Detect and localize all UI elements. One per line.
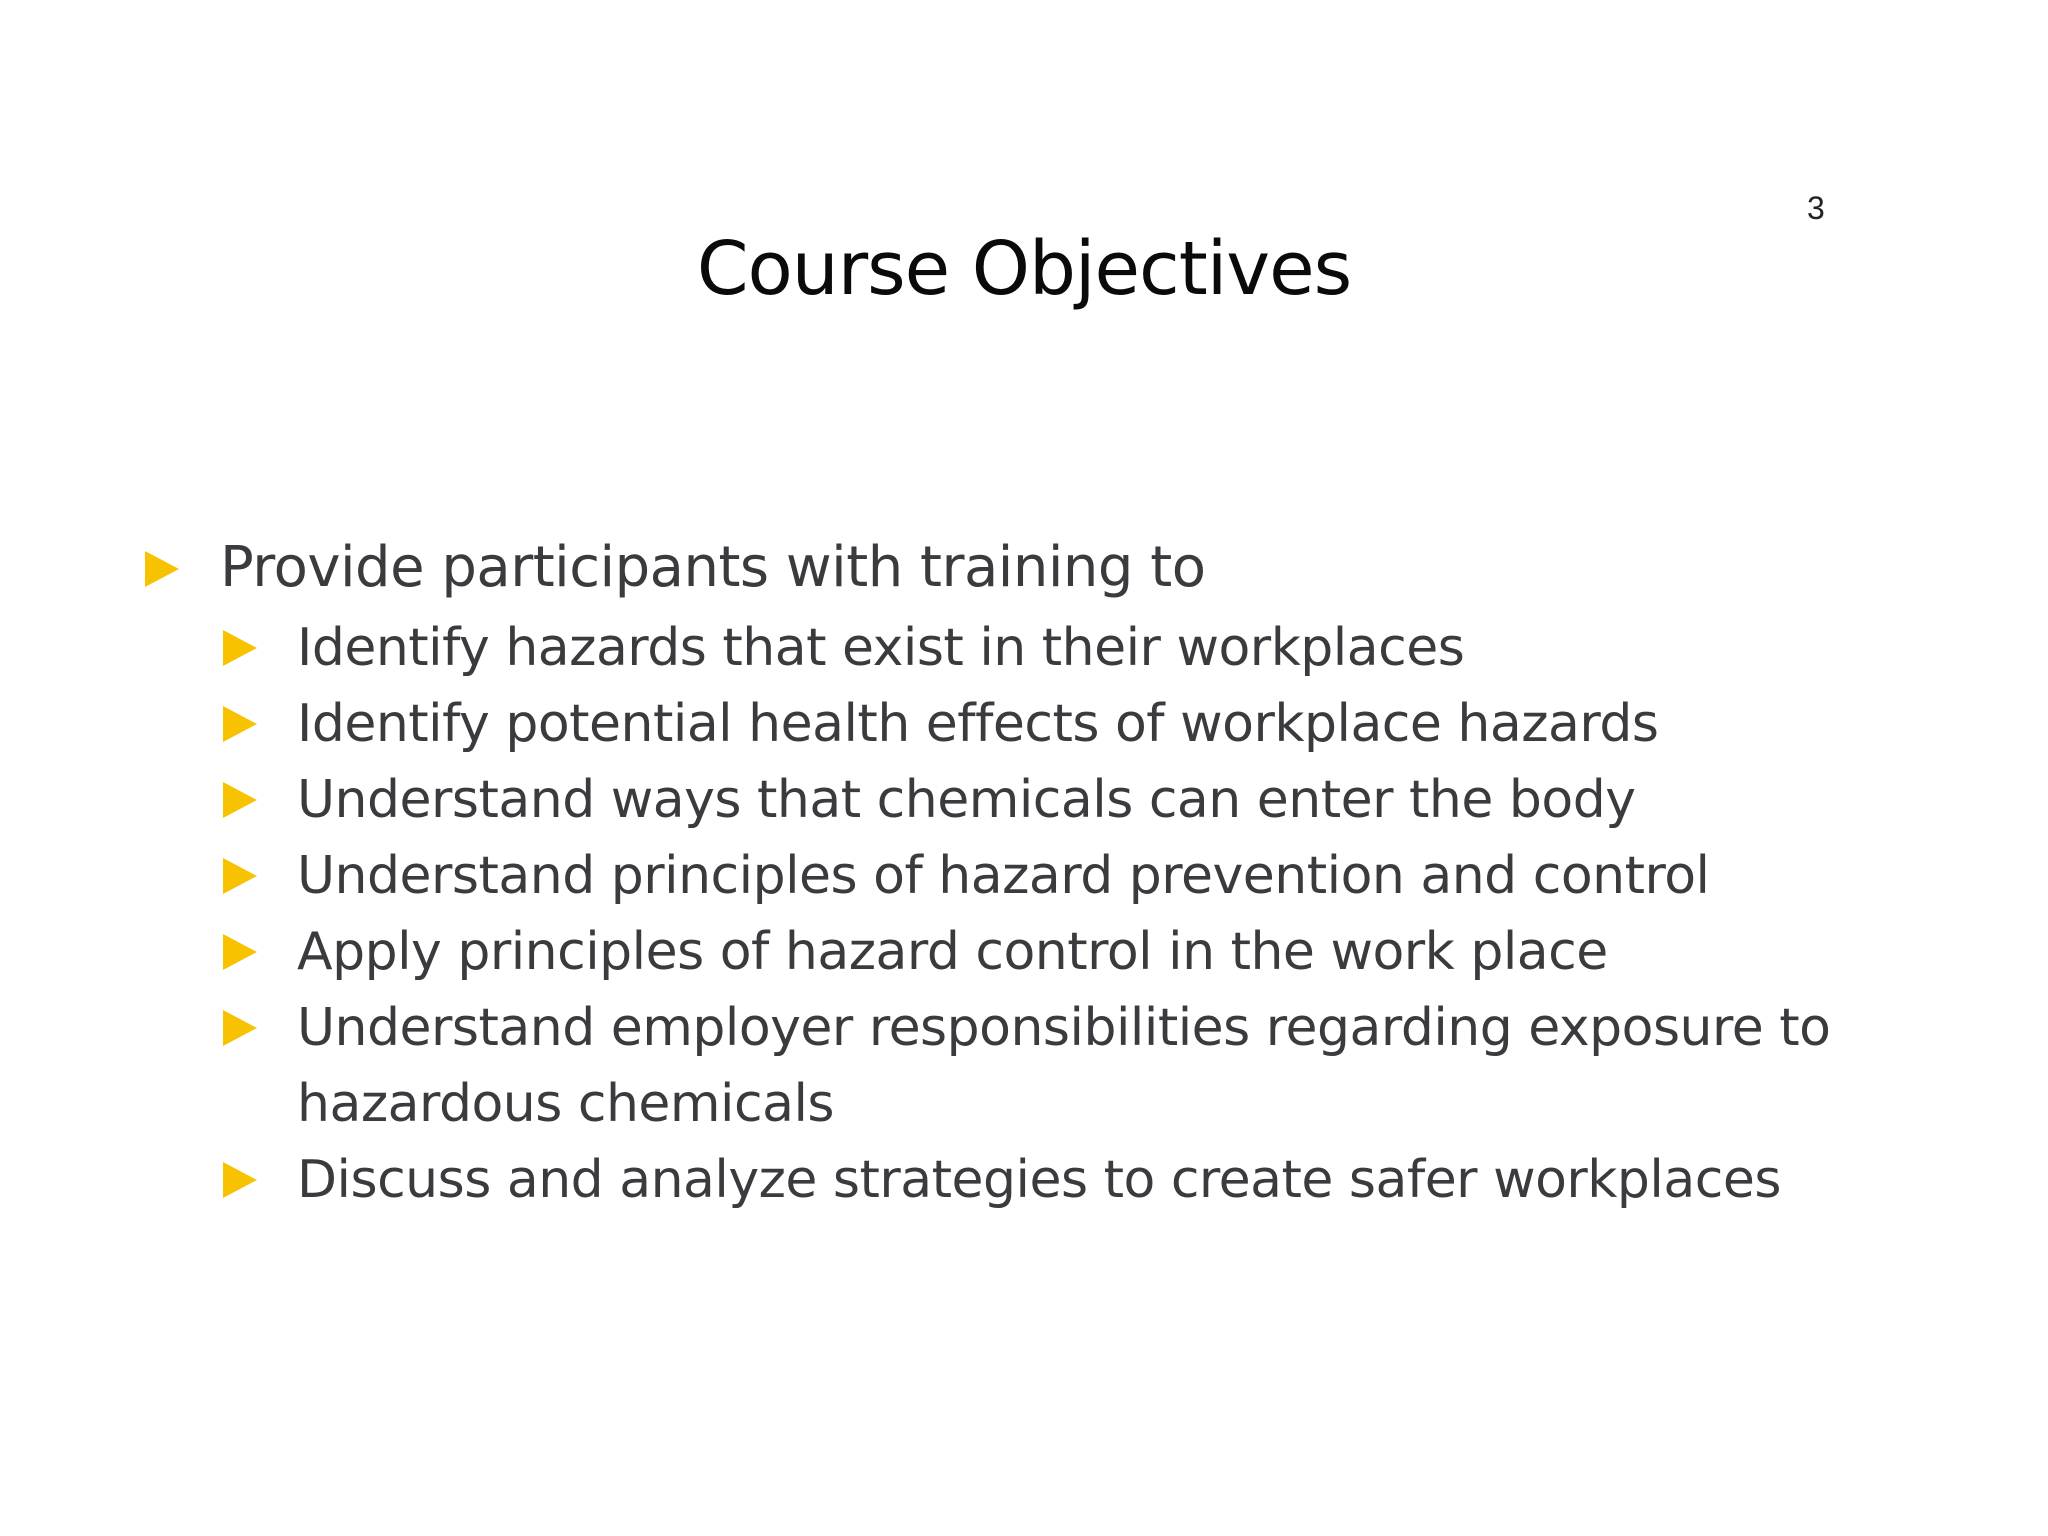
sub-bullet-6	[0, 990, 2048, 1142]
sub-bullet-7	[0, 1142, 2048, 1218]
triangle-right-icon	[223, 934, 257, 970]
sub-bullet-3	[0, 762, 2048, 838]
triangle-right-icon	[223, 1010, 257, 1046]
sub-bullet-1	[0, 610, 2048, 686]
sub-bullet-text: Understand ways that chemicals can enter the body	[297, 770, 1636, 830]
sub-bullet-text: Identify hazards that exist in their workplaces	[297, 618, 1465, 678]
sub-bullet-5	[0, 914, 2048, 990]
triangle-right-icon	[145, 551, 179, 587]
page-number: 3	[1807, 190, 1825, 226]
triangle-right-icon	[223, 630, 257, 666]
sub-bullet-text: Discuss and analyze strategies to create safer workplaces	[297, 1150, 1781, 1210]
bullet-main-text: Provide participants with training to	[220, 535, 1206, 600]
triangle-right-icon	[223, 706, 257, 742]
sub-bullet-text: Identify potential health effects of workplace hazards	[297, 694, 1659, 754]
triangle-right-icon	[223, 782, 257, 818]
slide-title: Course Objectives	[696, 226, 1352, 312]
sub-bullet-text: Understand employer responsibilities regarding exposure to hazardous chemicals	[297, 998, 1831, 1134]
sub-bullet-4	[0, 838, 2048, 914]
sub-bullet-text: Apply principles of hazard control in the work place	[297, 922, 1608, 982]
sub-bullet-text: Understand principles of hazard prevention and control	[297, 846, 1710, 906]
triangle-right-icon	[223, 1162, 257, 1198]
sub-bullet-2	[0, 686, 2048, 762]
bullet-list	[0, 530, 2048, 1218]
bullet-main	[0, 530, 2048, 606]
triangle-right-icon	[223, 858, 257, 894]
